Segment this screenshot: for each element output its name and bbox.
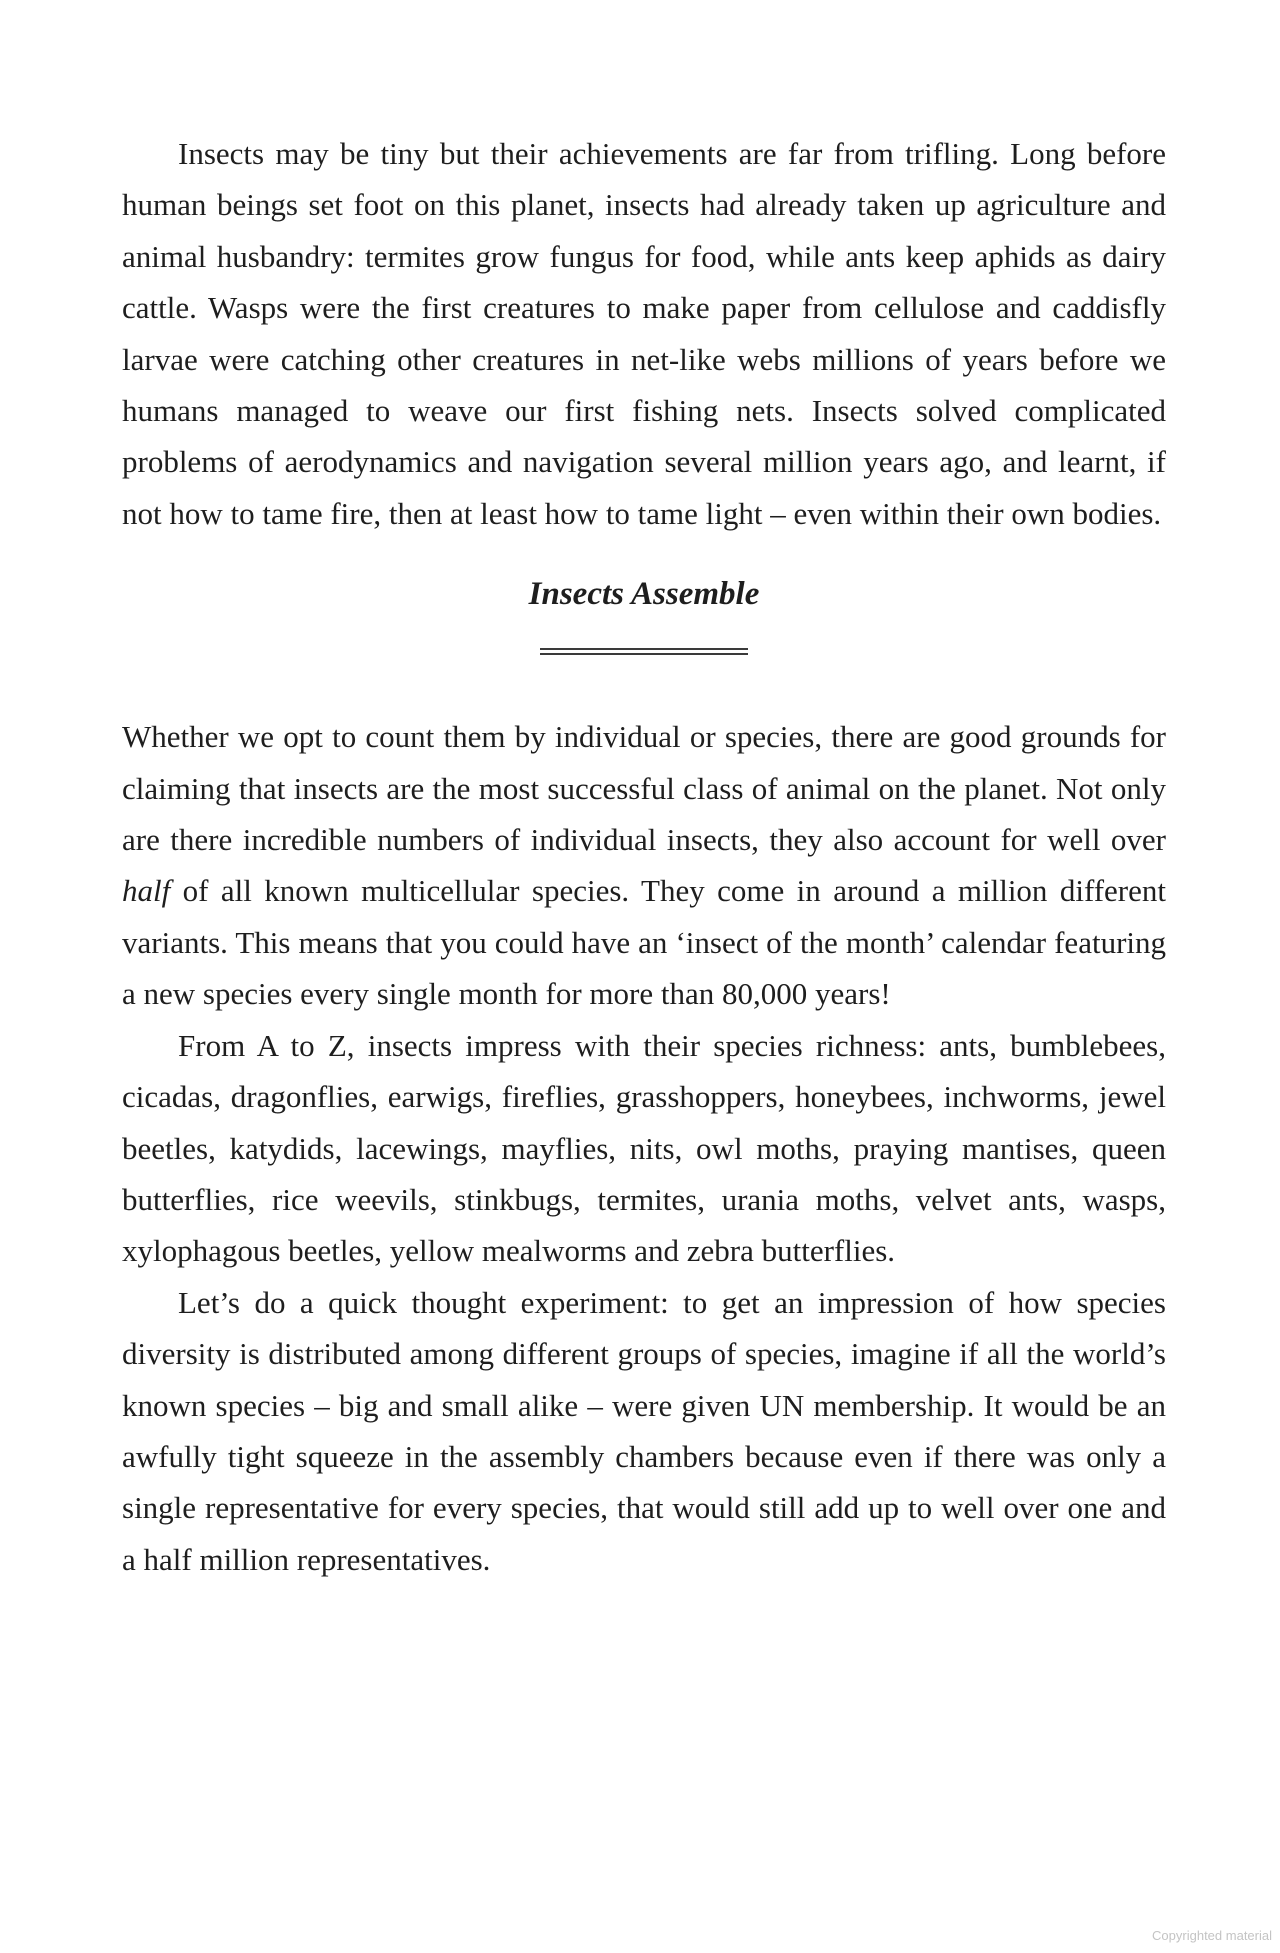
intro-paragraph: Insects may be tiny but their achievements are far from trifling. Long before human beings set foot on this planet, insects had already taken up agriculture and animal husbandry: termites grow fungus for food, while ants keep aphids as dairy cattle. Wasps were the first creatures to make paper from cellulose and caddisfly larvae were catching other creatures in net-like webs millions of years before we humans managed to weave our first fishing nets. Insects solved complicated problems of aerodynamics and navigation several million years ago, and learnt, if not how to tame fire, then at least how to tame light – even within their own bodies. — [122, 136, 1166, 531]
section-heading: Insects Assemble — [528, 576, 760, 613]
paragraph-text-end: of all known multicellular species. They come in around a million different variants. This means that you could have an ‘insect of the month’ calendar featuring a new species every single month for more than 80,000 years! — [122, 873, 1166, 1012]
paragraph-species-count — [122, 711, 1166, 1019]
section-body — [122, 711, 1166, 1585]
copyright-notice: Copyrighted material — [1152, 1928, 1272, 1943]
paragraph-a-to-z: From A to Z, insects impress with their species richness: ants, bumblebees, cicadas, dragonflies, earwigs, fireflies, grasshoppers, honeybees, inchworms, jewel beetles, katydids, lacewings, mayflies, nits, owl moths, praying mantises, queen butterflies, rice weevils, stinkbugs, termites, urania moths, velvet ants, wasps, xylophagous beetles, yellow mealworms and zebra butterflies. — [122, 1027, 1166, 1269]
emphasis-half: half — [122, 873, 171, 909]
book-page — [122, 128, 1166, 1585]
double-rule-ornament — [540, 648, 748, 655]
paragraph-text-start: Whether we opt to count them by individual or species, there are good grounds for claiming that insects are the most successful class of animal on the planet. Not only are there incredible numbers of individual insects, they also account for well over — [122, 719, 1166, 858]
paragraph-thought-experiment: Let’s do a quick thought experiment: to get an impression of how species diversity is distributed among different groups of species, imagine if all the world’s known species – big and small alike – were given UN membership. It would be an awfully tight squeeze in the assembly chambers because even if there was only a single representative for every species, that would still add up to well over one and a half million representatives. — [122, 1284, 1166, 1577]
